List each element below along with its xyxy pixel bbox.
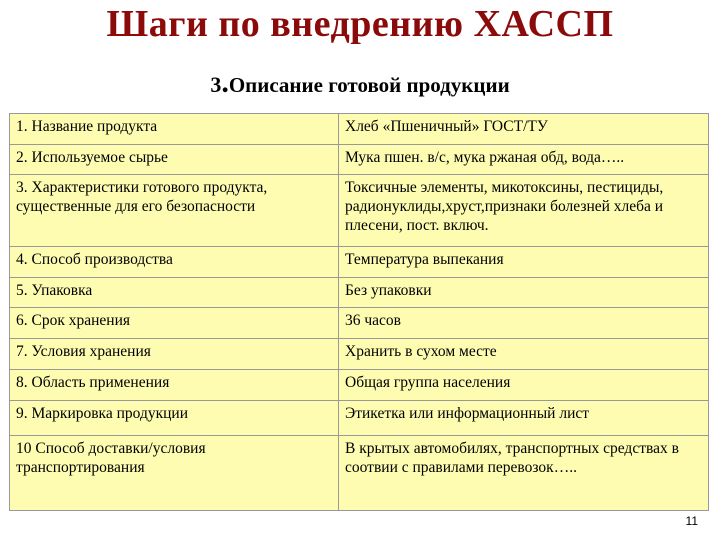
row-label: 4. Способ производства bbox=[10, 246, 339, 277]
row-label: 1. Название продукта bbox=[10, 114, 339, 145]
subtitle-number: 3 bbox=[210, 72, 222, 97]
row-value: В крытых автомобилях, транспортных средствах в соотвии с правилами перевозок….. bbox=[339, 436, 709, 511]
table-row bbox=[10, 144, 709, 175]
row-label: 7. Условия хранения bbox=[10, 339, 339, 370]
row-value: Без упаковки bbox=[339, 277, 709, 308]
table-row bbox=[10, 246, 709, 277]
table-row bbox=[10, 369, 709, 401]
row-value: Температура выпекания bbox=[339, 246, 709, 277]
row-value: Общая группа населения bbox=[339, 369, 709, 401]
row-value: Этикетка или информационный лист bbox=[339, 401, 709, 436]
table-row bbox=[10, 401, 709, 436]
subtitle-dot: . bbox=[221, 66, 229, 99]
row-label: 10 Способ доставки/условия транспортирования bbox=[10, 436, 339, 511]
row-label: 6. Срок хранения bbox=[10, 308, 339, 339]
row-label: 8. Область применения bbox=[10, 369, 339, 401]
page-number: 11 bbox=[685, 514, 698, 528]
product-description-table bbox=[9, 113, 709, 511]
table-row bbox=[10, 308, 709, 339]
row-value: Хранить в сухом месте bbox=[339, 339, 709, 370]
subtitle-text: Описание готовой продукции bbox=[228, 73, 510, 97]
row-value: Мука пшен. в/с, мука ржаная обд, вода….. bbox=[339, 144, 709, 175]
slide-subtitle bbox=[0, 66, 720, 99]
row-value: Токсичные элементы, микотоксины, пестициды, радионуклиды,хруст,признаки болезней хлеба и плесени, пост. включ. bbox=[339, 175, 709, 247]
row-label: 2. Используемое сырье bbox=[10, 144, 339, 175]
slide-title: Шаги по внедрению ХАССП bbox=[106, 3, 614, 45]
row-label: 3. Характеристики готового продукта, существенные для его безопасности bbox=[10, 175, 339, 247]
row-label: 5. Упаковка bbox=[10, 277, 339, 308]
table-row bbox=[10, 339, 709, 370]
table-row bbox=[10, 175, 709, 247]
row-value: Хлеб «Пшеничный» ГОСТ/ТУ bbox=[339, 114, 709, 145]
row-value: 36 часов bbox=[339, 308, 709, 339]
table-row bbox=[10, 436, 709, 511]
table-row bbox=[10, 277, 709, 308]
row-label: 9. Маркировка продукции bbox=[10, 401, 339, 436]
table-row bbox=[10, 114, 709, 145]
